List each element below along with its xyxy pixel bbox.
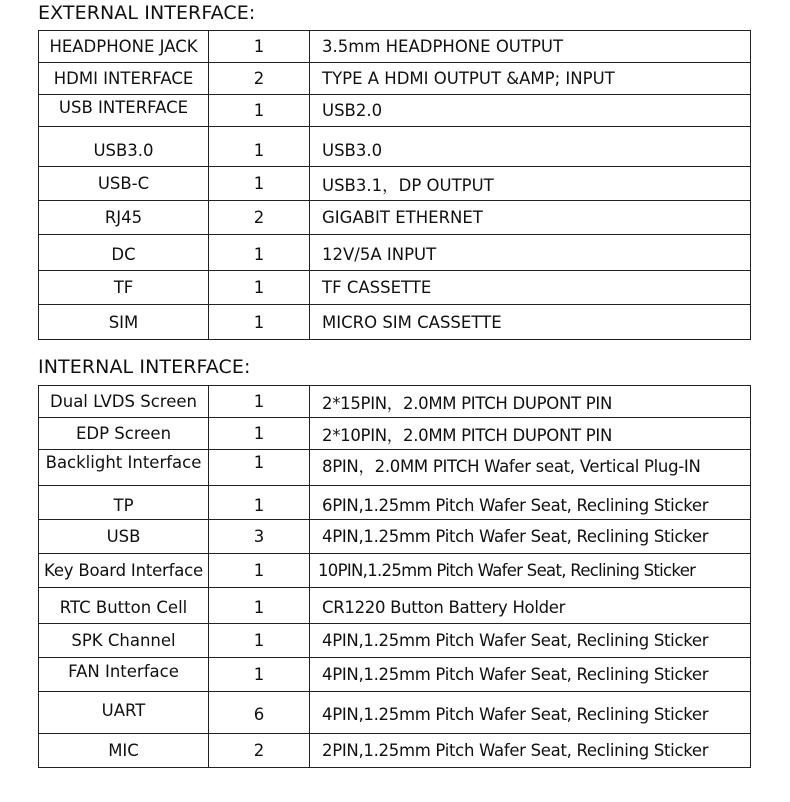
interface-name: RJ45 [39, 201, 209, 235]
interface-name: EDP Screen [39, 418, 209, 450]
interface-quantity: 6 [209, 692, 310, 734]
interface-quantity: 2 [209, 201, 310, 235]
interface-quantity: 2 [209, 63, 310, 95]
internal-interface-body [39, 386, 751, 768]
interface-description: USB3.0 [310, 127, 751, 167]
table-row [39, 692, 751, 734]
interface-quantity: 1 [209, 588, 310, 624]
table-row [39, 658, 751, 692]
interface-quantity: 1 [209, 486, 310, 520]
interface-name: USB INTERFACE [39, 95, 209, 127]
interface-name: USB [39, 520, 209, 554]
table-row [39, 734, 751, 768]
interface-name: Dual LVDS Screen [39, 386, 209, 418]
table-row [39, 386, 751, 418]
interface-name: SIM [39, 305, 209, 340]
interface-name: MIC [39, 734, 209, 768]
interface-description: 2PIN,1.25mm Pitch Wafer Seat, Reclining Sticker [310, 734, 751, 768]
interface-description: 2*10PIN，2.0MM PITCH DUPONT PIN [310, 418, 751, 450]
table-row [39, 235, 751, 271]
interface-quantity: 1 [209, 386, 310, 418]
interface-name: HEADPHONE JACK [39, 31, 209, 63]
table-row [39, 63, 751, 95]
interface-quantity: 2 [209, 734, 310, 768]
interface-quantity: 1 [209, 624, 310, 658]
interface-description: TYPE A HDMI OUTPUT &AMP; INPUT [310, 63, 751, 95]
interface-description: 10PIN,1.25mm Pitch Wafer Seat, Reclining Sticker [310, 554, 751, 588]
table-row [39, 167, 751, 201]
interface-description: 3.5mm HEADPHONE OUTPUT [310, 31, 751, 63]
interface-name: UART [39, 692, 209, 734]
interface-quantity: 1 [209, 271, 310, 305]
table-row [39, 271, 751, 305]
interface-quantity: 1 [209, 127, 310, 167]
interface-quantity: 1 [209, 31, 310, 63]
external-interface-title: EXTERNAL INTERFACE: [38, 2, 256, 24]
interface-name: Backlight Interface [39, 450, 209, 486]
interface-name: SPK Channel [39, 624, 209, 658]
interface-description: 2*15PIN，2.0MM PITCH DUPONT PIN [310, 386, 751, 418]
table-row [39, 95, 751, 127]
interface-quantity: 1 [209, 658, 310, 692]
interface-description: 4PIN,1.25mm Pitch Wafer Seat, Reclining Sticker [310, 624, 751, 658]
interface-name: DC [39, 235, 209, 271]
external-interface-table [38, 30, 751, 340]
interface-description: 4PIN,1.25mm Pitch Wafer Seat, Reclining Sticker [310, 658, 751, 692]
interface-description: 12V/5A INPUT [310, 235, 751, 271]
interface-quantity: 1 [209, 167, 310, 201]
table-row [39, 624, 751, 658]
interface-description: 6PIN,1.25mm Pitch Wafer Seat, Reclining Sticker [310, 486, 751, 520]
interface-name: TP [39, 486, 209, 520]
interface-name: FAN Interface [39, 658, 209, 692]
interface-name: Key Board Interface [39, 554, 209, 588]
interface-quantity: 1 [209, 418, 310, 450]
interface-quantity: 1 [209, 305, 310, 340]
interface-name: TF [39, 271, 209, 305]
internal-interface-title: INTERNAL INTERFACE: [38, 356, 251, 378]
interface-name: USB-C [39, 167, 209, 201]
table-row [39, 201, 751, 235]
table-row [39, 450, 751, 486]
table-row [39, 305, 751, 340]
external-interface-body [39, 31, 751, 340]
interface-description: 4PIN,1.25mm Pitch Wafer Seat, Reclining Sticker [310, 692, 751, 734]
interface-description: 4PIN,1.25mm Pitch Wafer Seat, Reclining Sticker [310, 520, 751, 554]
interface-description: CR1220 Button Battery Holder [310, 588, 751, 624]
interface-quantity: 3 [209, 520, 310, 554]
interface-name: RTC Button Cell [39, 588, 209, 624]
interface-quantity: 1 [209, 95, 310, 127]
interface-description: TF CASSETTE [310, 271, 751, 305]
interface-description: USB2.0 [310, 95, 751, 127]
table-row [39, 588, 751, 624]
interface-description: MICRO SIM CASSETTE [310, 305, 751, 340]
interface-name: HDMI INTERFACE [39, 63, 209, 95]
table-row [39, 418, 751, 450]
internal-interface-table [38, 385, 751, 768]
table-row [39, 127, 751, 167]
interface-description: GIGABIT ETHERNET [310, 201, 751, 235]
interface-quantity: 1 [209, 450, 310, 486]
interface-quantity: 1 [209, 554, 310, 588]
table-row [39, 554, 751, 588]
interface-quantity: 1 [209, 235, 310, 271]
interface-description: 8PIN，2.0MM PITCH Wafer seat, Vertical Plug-IN [310, 450, 751, 486]
table-row [39, 520, 751, 554]
table-row [39, 486, 751, 520]
interface-description: USB3.1，DP OUTPUT [310, 167, 751, 201]
interface-name: USB3.0 [39, 127, 209, 167]
table-row [39, 31, 751, 63]
